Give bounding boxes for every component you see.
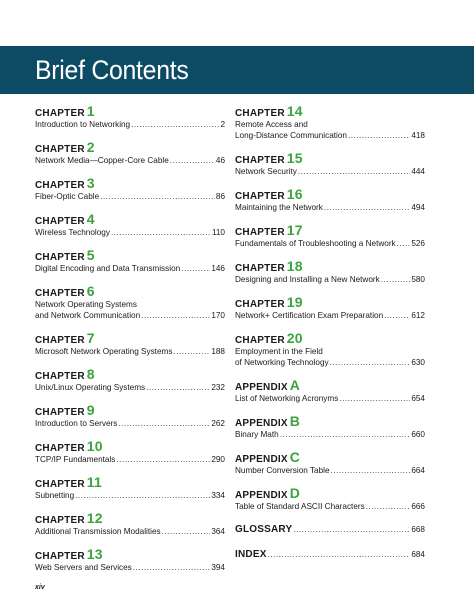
toc-entry-title: Fiber-Optic Cable <box>35 192 100 201</box>
toc-entry[interactable] <box>235 259 425 285</box>
toc-entry-title: Number Conversion Table <box>235 466 330 475</box>
toc-entry-heading <box>235 104 425 119</box>
toc-entry-title-line <box>35 562 225 573</box>
page-title: Brief Contents <box>35 55 189 85</box>
toc-entry-heading <box>35 403 225 418</box>
toc-entry-label: APPENDIX <box>235 490 288 501</box>
toc-entry-heading <box>235 295 425 310</box>
toc-entry-number: 11 <box>86 474 102 490</box>
toc-entry-number: 12 <box>86 510 103 526</box>
toc-entry-page: 2 <box>220 120 225 129</box>
toc-entry-page: 290 <box>211 455 225 464</box>
toc-entry-title-line <box>235 238 425 249</box>
toc-entry-page: 418 <box>411 131 425 140</box>
toc-entry-title: Binary Math <box>235 430 279 439</box>
dot-leader <box>293 522 410 537</box>
dot-leader <box>366 501 411 512</box>
toc-entry-label: CHAPTER <box>35 335 85 346</box>
toc-entry-label: APPENDIX <box>235 382 288 393</box>
toc-entry-page: 580 <box>411 275 425 284</box>
toc-entry-title: Additional Transmission Modalities <box>35 527 161 536</box>
toc-entry[interactable] <box>35 403 225 429</box>
toc-entry[interactable] <box>35 104 225 130</box>
toc-entry-title-line <box>35 526 225 537</box>
toc-entry-label: CHAPTER <box>235 191 285 202</box>
toc-entry-heading <box>235 187 425 202</box>
toc-entry-heading <box>35 475 225 490</box>
toc-entry-title: Digital Encoding and Data Transmission <box>35 264 181 273</box>
toc-entry-page: 262 <box>211 419 225 428</box>
toc-entry[interactable] <box>35 331 225 357</box>
toc-entry[interactable] <box>235 331 425 368</box>
toc-entry-label: CHAPTER <box>35 443 85 454</box>
toc-entry-title: Network+ Certification Exam Preparation <box>235 311 384 320</box>
toc-entry-title-line <box>35 191 225 202</box>
toc-entry-title: Fundamentals of Troubleshooting a Network <box>235 239 396 248</box>
dot-leader <box>162 526 211 537</box>
toc-entry-label: CHAPTER <box>35 144 85 155</box>
toc-entry-title: and Network Communication <box>35 311 141 320</box>
toc-entry-number: 14 <box>286 103 303 119</box>
toc-entry-page: 334 <box>211 491 225 500</box>
toc-entry-number: D <box>289 485 301 501</box>
dot-leader <box>181 263 210 274</box>
toc-entry-number: 7 <box>86 330 95 346</box>
toc-entry-title: Subnetting <box>35 491 75 500</box>
toc-extra-label: INDEX <box>235 549 267 560</box>
toc-entry-heading <box>35 284 225 299</box>
toc-entry-number: 13 <box>86 546 103 562</box>
toc-entry[interactable] <box>35 212 225 238</box>
toc-entry-title: Network Media—Copper-Core Cable <box>35 156 169 165</box>
toc-entry-title-line <box>235 501 425 512</box>
toc-entry-title: Table of Standard ASCII Characters <box>235 502 365 511</box>
toc-entry-number: 16 <box>286 186 303 202</box>
dot-leader <box>75 490 210 501</box>
toc-entry-label: CHAPTER <box>235 108 285 119</box>
dot-leader <box>133 562 211 573</box>
toc-entry-heading <box>235 259 425 274</box>
toc-entry-title-line <box>35 454 225 465</box>
toc-entry-page: 110 <box>211 228 225 237</box>
dot-leader <box>381 274 411 285</box>
toc-entry-label: CHAPTER <box>35 407 85 418</box>
toc-entry-title-line <box>35 490 225 501</box>
toc-entry-page: 660 <box>411 430 425 439</box>
toc-entry-title: Introduction to Networking <box>35 120 131 129</box>
toc-entry-title: Designing and Installing a New Network <box>235 275 380 284</box>
toc-entry-title-line <box>235 357 425 368</box>
toc-entry-page: 494 <box>411 203 425 212</box>
toc-entry-number: 5 <box>86 247 95 263</box>
toc-entry[interactable] <box>235 104 425 141</box>
toc-entry-page: 46 <box>215 156 225 165</box>
toc-entry-title-line <box>235 393 425 404</box>
toc-entry-label: APPENDIX <box>235 418 288 429</box>
toc-column-left <box>35 104 225 583</box>
toc-entry-number: 4 <box>86 211 95 227</box>
toc-entry-heading <box>35 439 225 454</box>
toc-entry-title: Remote Access and <box>235 120 308 129</box>
toc-entry-heading <box>35 176 225 191</box>
toc-entry-title: Long-Distance Communication <box>235 131 347 140</box>
dot-leader <box>116 454 210 465</box>
dot-leader <box>131 119 219 130</box>
toc-entry[interactable] <box>35 547 225 573</box>
toc-entry-title-line <box>235 166 425 177</box>
toc-entry-page: 146 <box>211 264 225 273</box>
toc-entry-title-line <box>35 119 225 130</box>
toc-entry-heading <box>35 104 225 119</box>
toc-entry-page: 612 <box>411 311 425 320</box>
toc-entry-number: 9 <box>86 402 95 418</box>
toc-entry-heading <box>35 331 225 346</box>
toc-entry-page: 666 <box>411 502 425 511</box>
toc-entry[interactable] <box>235 486 425 512</box>
toc-entry-label: CHAPTER <box>35 515 85 526</box>
toc-entry-page: 654 <box>411 394 425 403</box>
toc-entry[interactable] <box>235 414 425 440</box>
toc-entry-page: 232 <box>211 383 225 392</box>
dot-leader <box>324 202 410 213</box>
toc-entry[interactable] <box>235 223 425 249</box>
dot-leader <box>100 191 215 202</box>
toc-entry-page: 170 <box>211 311 225 320</box>
toc-entry-title-line <box>35 227 225 238</box>
toc-entry-title-line <box>235 202 425 213</box>
toc-entry-heading <box>235 151 425 166</box>
toc-entry[interactable] <box>35 140 225 166</box>
toc-entry-number: 6 <box>86 283 95 299</box>
dot-leader <box>280 429 411 440</box>
toc-entry-heading <box>235 331 425 346</box>
toc-entry-label: CHAPTER <box>235 227 285 238</box>
toc-entry-heading <box>35 511 225 526</box>
toc-entry-number: 3 <box>86 175 95 191</box>
toc-entry-number: 10 <box>86 438 103 454</box>
toc-extra-label: GLOSSARY <box>235 524 293 535</box>
toc-entry-title: Wireless Technology <box>35 228 110 237</box>
toc-entry[interactable] <box>35 248 225 274</box>
toc-entry-title: Network Operating Systems <box>35 300 137 309</box>
toc-column-right <box>235 104 425 572</box>
toc-entry-number: 19 <box>286 294 303 310</box>
toc-entry-page: 394 <box>211 563 225 572</box>
toc-entry-heading <box>35 212 225 227</box>
toc-entry-title-line <box>235 429 425 440</box>
toc-entry-number: 2 <box>86 139 95 155</box>
toc-entry-heading <box>235 223 425 238</box>
toc-entry-heading <box>235 414 425 429</box>
toc-entry[interactable] <box>235 295 425 321</box>
toc-entry-label: CHAPTER <box>35 180 85 191</box>
toc-entry-page: 364 <box>211 527 225 536</box>
toc-entry-title-line <box>235 465 425 476</box>
dot-leader <box>330 357 411 368</box>
toc-entry-page: 668 <box>411 525 425 534</box>
toc-entry-title-line <box>35 382 225 393</box>
toc-entry-label: CHAPTER <box>35 216 85 227</box>
toc-entry-label: CHAPTER <box>35 108 85 119</box>
toc-entry-title: List of Networking Acronyms <box>235 394 339 403</box>
toc-entry[interactable] <box>235 187 425 213</box>
toc-entry-page: 188 <box>211 347 225 356</box>
toc-entry-page: 684 <box>411 550 425 559</box>
toc-entry-number: 1 <box>86 103 95 119</box>
toc-entry-title-line <box>35 418 225 429</box>
toc-entry[interactable] <box>35 439 225 465</box>
toc-entry[interactable] <box>235 450 425 476</box>
toc-entry[interactable] <box>235 378 425 404</box>
toc-entry-title: Introduction to Servers <box>35 419 118 428</box>
toc-entry-heading <box>35 547 225 562</box>
toc-entry-title: Microsoft Network Operating Systems <box>35 347 173 356</box>
toc-entry-page: 664 <box>411 466 425 475</box>
toc-entry-label: CHAPTER <box>35 252 85 263</box>
toc-entry-title: Unix/Linux Operating Systems <box>35 383 146 392</box>
toc-entry-label: CHAPTER <box>235 263 285 274</box>
toc-entry-title: of Networking Technology <box>235 358 329 367</box>
toc-entry-number: A <box>289 377 301 393</box>
toc-entry-title: Employment in the Field <box>235 347 323 356</box>
toc-entry-title: Maintaining the Network <box>235 203 323 212</box>
toc-entry-label: APPENDIX <box>235 454 288 465</box>
toc-entry-number: 18 <box>286 258 303 274</box>
toc-entry-number: 17 <box>286 222 303 238</box>
toc-entry-label: CHAPTER <box>235 155 285 166</box>
dot-leader <box>146 382 210 393</box>
toc-entry-heading <box>235 486 425 501</box>
dot-leader <box>170 155 215 166</box>
toc-entry[interactable] <box>35 475 225 501</box>
toc-entry[interactable] <box>235 151 425 177</box>
dot-leader <box>339 393 410 404</box>
page-number: xiv <box>35 584 45 591</box>
dot-leader <box>118 418 210 429</box>
dot-leader <box>397 238 411 249</box>
dot-leader <box>141 310 210 321</box>
dot-leader <box>298 166 410 177</box>
title-banner <box>0 46 474 94</box>
toc-extra-entry[interactable] <box>235 522 425 537</box>
dot-leader <box>348 130 410 141</box>
toc-entry-label: CHAPTER <box>35 288 85 299</box>
dot-leader <box>268 547 411 562</box>
toc-entry-label: CHAPTER <box>235 335 285 346</box>
toc-entry-heading <box>235 378 425 393</box>
toc-entry-title-line <box>235 130 425 141</box>
toc-entry-title-line <box>35 263 225 274</box>
toc-entry-heading <box>235 450 425 465</box>
toc-entry-number: C <box>289 449 301 465</box>
toc-entry-label: CHAPTER <box>235 299 285 310</box>
toc-entry-title-line <box>35 155 225 166</box>
toc-entry-title-line <box>235 310 425 321</box>
toc-entry-title-line <box>235 274 425 285</box>
toc-entry[interactable] <box>35 284 225 321</box>
toc-extra-entry[interactable] <box>235 547 425 562</box>
dot-leader <box>173 346 210 357</box>
toc-entry-number: B <box>289 413 301 429</box>
toc-entry-number: 15 <box>286 150 303 166</box>
toc-entry[interactable] <box>35 176 225 202</box>
toc-entry[interactable] <box>35 511 225 537</box>
toc-entry-number: 8 <box>86 366 95 382</box>
dot-leader <box>331 465 411 476</box>
toc-entry-title: TCP/IP Fundamentals <box>35 455 116 464</box>
toc-entry-page: 444 <box>411 167 425 176</box>
toc-entry-label: CHAPTER <box>35 551 85 562</box>
toc-entry[interactable] <box>35 367 225 393</box>
toc-entry-title: Web Servers and Services <box>35 563 132 572</box>
toc-entry-page: 86 <box>215 192 225 201</box>
dot-leader <box>111 227 211 238</box>
toc-entry-page: 630 <box>411 358 425 367</box>
toc-entry-number: 20 <box>286 330 303 346</box>
toc-entry-heading <box>35 248 225 263</box>
toc-entry-page: 526 <box>411 239 425 248</box>
toc-entry-label: CHAPTER <box>35 371 85 382</box>
toc-entry-label: CHAPTER <box>35 479 85 490</box>
toc-entry-title-line <box>35 346 225 357</box>
toc-entry-title: Network Security <box>235 167 297 176</box>
dot-leader <box>384 310 410 321</box>
toc-entry-heading <box>35 140 225 155</box>
toc-entry-heading <box>35 367 225 382</box>
toc-entry-title-line <box>35 310 225 321</box>
